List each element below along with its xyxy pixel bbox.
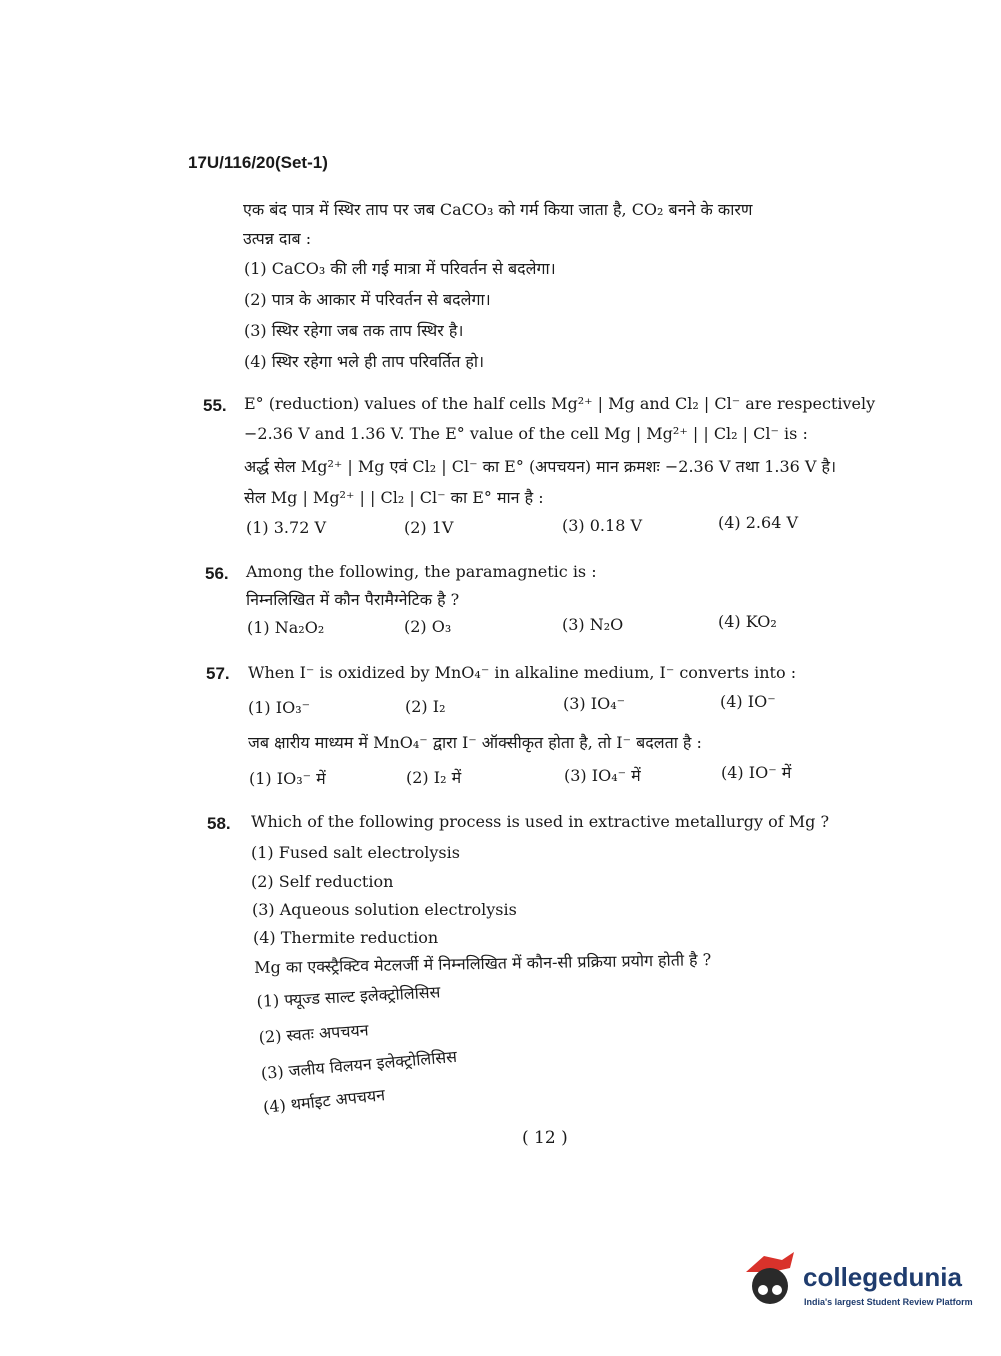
q56-option-3: (3) N₂O [562,615,624,634]
mascot-logo-icon [742,1250,800,1312]
q57-english-line: When I⁻ is oxidized by MnO₄⁻ in alkaline medium, I⁻ converts into : [248,663,797,682]
q57-option-hi-2: (2) I₂ में [406,768,462,787]
page-number: ( 12 ) [522,1128,568,1148]
q55-option-2: (2) 1V [404,518,454,537]
q58-hindi-line: Mg का एक्स्ट्रैक्टिव मेटलर्जी में निम्नलिखित में कौन-सी प्रक्रिया प्रयोग होती है ? [254,950,712,977]
q57-number: 57. [206,664,230,683]
q54-hindi-option-2: (2) पात्र के आकार में परिवर्तन से बदलेगा। [244,290,491,309]
q54-hindi-stem-line2: उत्पन्न दाब : [243,229,312,248]
q54-hindi-stem-line1: एक बंद पात्र में स्थिर ताप पर जब CaCO₃ को गर्म किया जाता है, CO₂ बनने के कारण [243,200,753,219]
q57-option-en-2: (2) I₂ [405,697,446,716]
q58-english-line: Which of the following process is used in extractive metallurgy of Mg ? [251,812,830,831]
brand-tagline: India's largest Student Review Platform [804,1297,973,1307]
q55-option-3: (3) 0.18 V [562,516,643,535]
q58-option-hi-1: (1) फ्यूज्ड साल्ट इलेक्ट्रोलिसिस [256,982,441,1011]
q56-english-line: Among the following, the paramagnetic is : [246,562,597,581]
q58-option-en-1: (1) Fused salt electrolysis [251,843,460,862]
q57-option-hi-3: (3) IO₄⁻ में [564,766,641,785]
q54-hindi-option-4: (4) स्थिर रहेगा भले ही ताप परिवर्तित हो। [244,352,485,371]
q54-hindi-option-1: (1) CaCO₃ की ली गई मात्रा में परिवर्तन से बदलेगा। [244,259,556,278]
q54-hindi-option-3: (3) स्थिर रहेगा जब तक ताप स्थिर है। [244,321,464,340]
q56-number: 56. [205,564,229,583]
q57-option-en-4: (4) IO⁻ [720,692,776,711]
q57-hindi-line: जब क्षारीय माध्यम में MnO₄⁻ द्वारा I⁻ ऑक्सीकृत होता है, तो I⁻ बदलता है : [248,733,702,752]
paper-code: 17U/116/20(Set-1) [188,153,328,172]
q57-option-hi-4: (4) IO⁻ में [721,763,792,782]
q55-number: 55. [203,396,227,415]
q57-option-en-1: (1) IO₃⁻ [248,698,311,717]
q58-number: 58. [207,814,231,833]
q56-option-2: (2) O₃ [404,617,452,636]
q56-option-1: (1) Na₂O₂ [247,618,325,637]
q55-hindi-line2: सेल Mg | Mg²⁺ | | Cl₂ | Cl⁻ का E° मान है : [244,488,544,507]
q58-option-en-3: (3) Aqueous solution electrolysis [252,900,517,919]
q58-option-en-2: (2) Self reduction [251,872,394,891]
q55-hindi-line1: अर्द्ध सेल Mg²⁺ | Mg एवं Cl₂ | Cl⁻ का E° (अपचयन) मान क्रमशः −2.36 V तथा 1.36 V है। [244,457,837,476]
q58-option-hi-3: (3) जलीय विलयन इलेक्ट्रोलिसिस [260,1046,458,1083]
brand-name: collegedunia [803,1262,962,1292]
q57-option-hi-1: (1) IO₃⁻ में [249,769,326,788]
q58-option-hi-2: (2) स्वतः अपचयन [258,1020,370,1047]
q56-option-4: (4) KO₂ [718,612,777,631]
q57-option-en-3: (3) IO₄⁻ [563,694,626,713]
q55-option-4: (4) 2.64 V [718,513,799,532]
q56-hindi-line: निम्नलिखित में कौन पैरामैग्नेटिक है ? [246,590,460,609]
q55-english-line2: −2.36 V and 1.36 V. The E° value of the cell Mg | Mg²⁺ | | Cl₂ | Cl⁻ is : [244,424,808,443]
q55-english-line1: E° (reduction) values of the half cells Mg²⁺ | Mg and Cl₂ | Cl⁻ are respectively [244,394,876,413]
q58-option-en-4: (4) Thermite reduction [253,928,439,947]
q58-option-hi-4: (4) थर्माइट अपचयन [262,1085,386,1117]
q55-option-1: (1) 3.72 V [246,518,327,537]
